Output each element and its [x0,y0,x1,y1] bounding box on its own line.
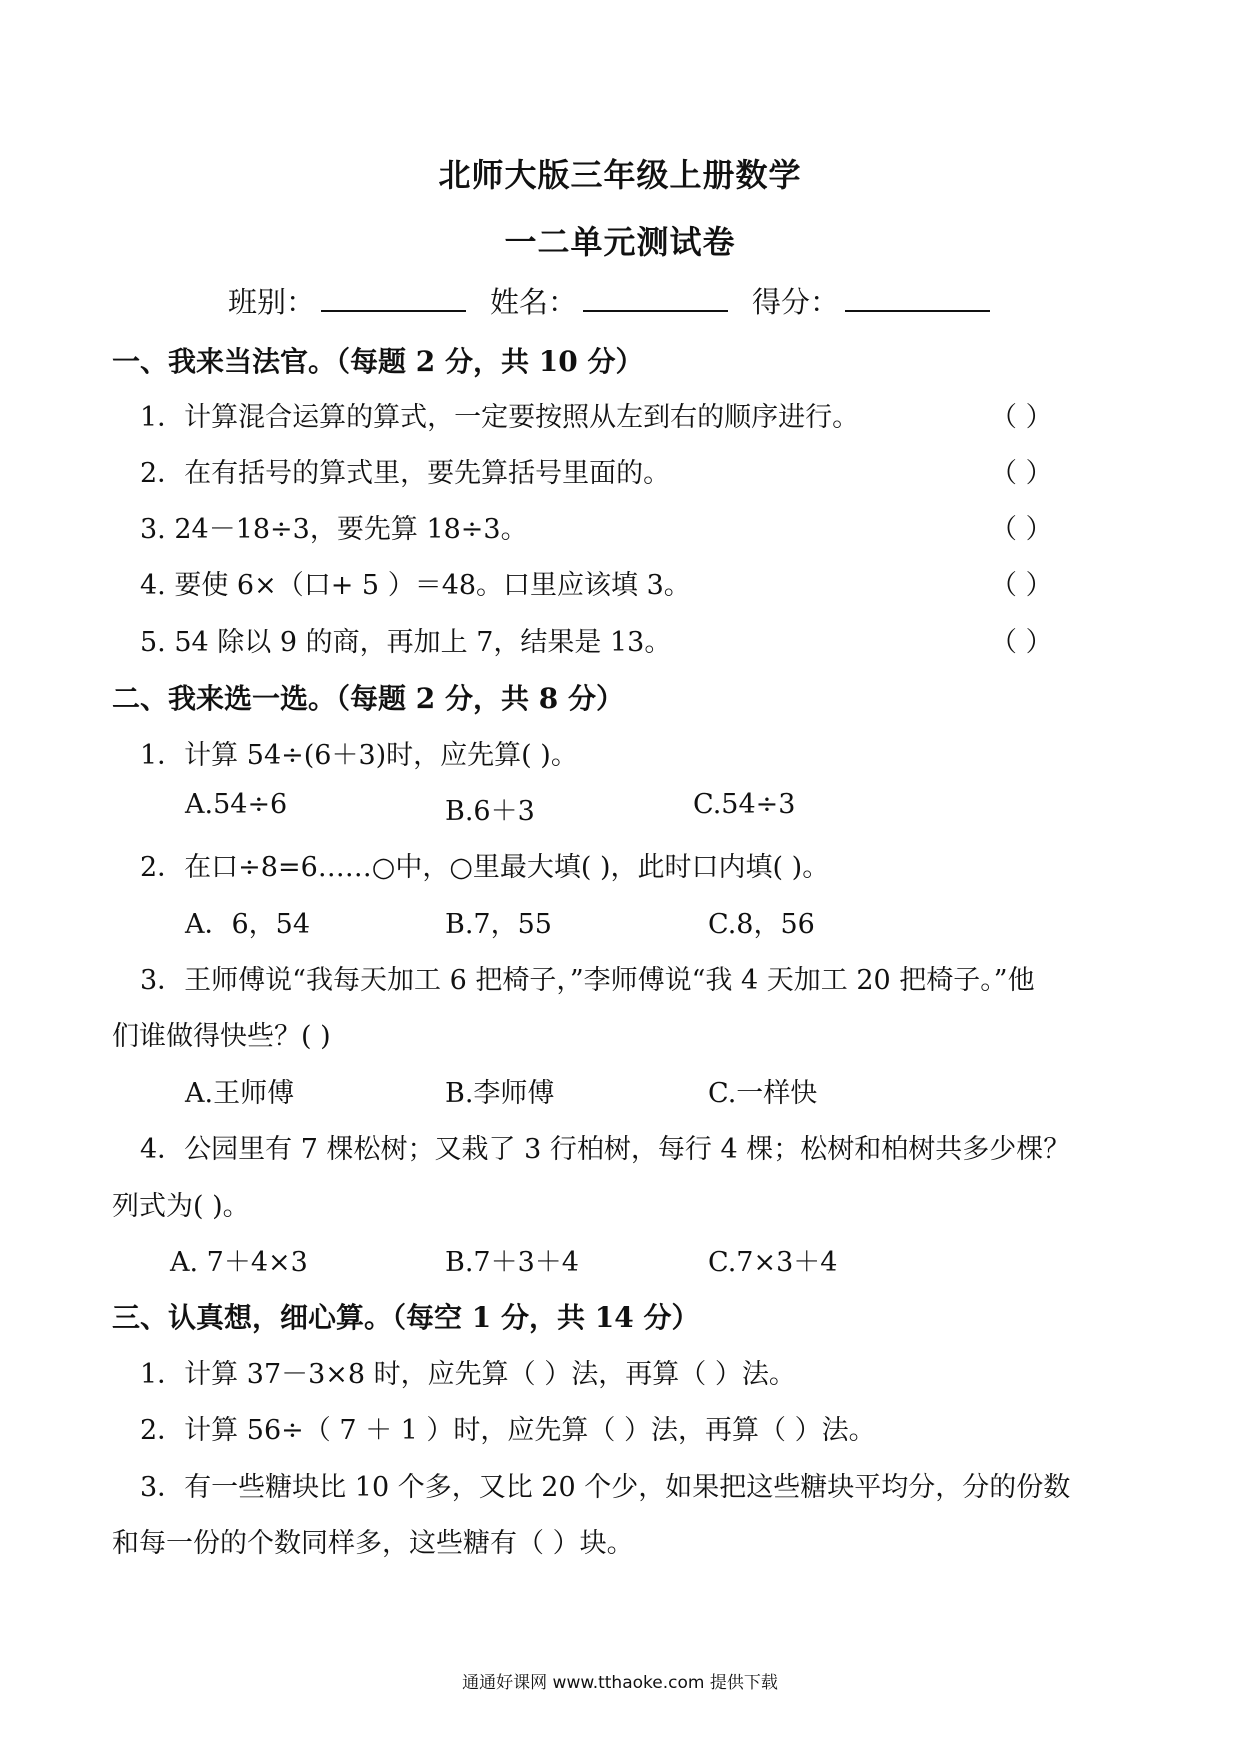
s2-q3-line2: 们谁做得快些？( ) [112,1021,331,1052]
footer-credit: 通通好课网 www.tthaoke.com 提供下载 [462,1673,778,1693]
section1-heading: 一、我来当法官。（每题 2 分，共 10 分） [112,345,644,378]
s1-answer-2[interactable]: （ ） [990,458,1053,489]
s2-q3-option-c[interactable]: C.一样快 [708,1078,818,1109]
s2-q4-option-a[interactable]: A. 7＋4×3 [170,1247,308,1278]
name-field [490,280,728,321]
page-subtitle: 一二单元测试卷 [504,223,736,261]
s2-q1-option-b[interactable]: B.6＋3 [445,796,535,827]
score-label: 得分： [752,285,840,319]
s1-item-5: 5. 54 除以 9 的商，再加上 7，结果是 13。 [140,627,672,658]
s2-q2-option-b[interactable]: B.7，55 [445,909,552,940]
s2-q3-line1: 3．王师傅说“我每天加工 6 把椅子，”李师傅说“我 4 天加工 20 把椅子。”他 [140,965,1035,996]
s3-q3-line1: 3．有一些糖块比 10 个多，又比 20 个少，如果把这些糖块平均分，分的份数 [140,1472,1071,1503]
section3-heading: 三、认真想，细心算。（每空 1 分，共 14 分） [112,1301,700,1334]
s3-q2: 2．计算 56÷（ 7 ＋ 1 ）时，应先算（ ）法，再算（ ）法。 [140,1415,876,1446]
name-label: 姓名： [490,285,578,319]
class-field [228,280,466,321]
s1-item-3: 3. 24－18÷3，要先算 18÷3。 [140,514,528,545]
score-blank[interactable] [845,284,990,312]
s2-q4-option-c[interactable]: C.7×3＋4 [708,1247,838,1278]
s2-q3-option-b[interactable]: B.李师傅 [445,1078,555,1109]
page-title: 北师大版三年级上册数学 [438,156,802,194]
class-label: 班别： [228,285,316,319]
s2-q3-option-a[interactable]: A.王师傅 [185,1078,295,1109]
score-field [752,280,990,321]
s1-item-2: 2．在有括号的算式里，要先算括号里面的。 [140,458,671,489]
class-blank[interactable] [321,284,466,312]
section2-heading: 二、我来选一选。（每题 2 分，共 8 分） [112,682,624,715]
s2-q4-option-b[interactable]: B.7＋3＋4 [445,1247,579,1278]
s2-q2: 2．在口÷8=6……○中，○里最大填( )，此时口内填( )。 [140,852,830,883]
s1-item-1: 1．计算混合运算的算式，一定要按照从左到右的顺序进行。 [140,402,860,433]
s3-q3-line2: 和每一份的个数同样多，这些糖有（ ）块。 [112,1528,634,1559]
s2-q4-line1: 4．公园里有 7 棵松树；又栽了 3 行柏树，每行 4 棵；松树和柏树共多少棵？ [140,1134,1071,1165]
s1-answer-5[interactable]: （ ） [990,627,1053,658]
s1-answer-1[interactable]: （ ） [990,402,1053,433]
s2-q2-option-c[interactable]: C.8，56 [708,909,815,940]
s2-q1-option-c[interactable]: C.54÷3 [693,789,796,820]
name-blank[interactable] [583,284,728,312]
s1-item-4: 4. 要使 6×（口+ 5 ）＝48。口里应该填 3。 [140,570,691,601]
s2-q1: 1．计算 54÷(6＋3)时，应先算( )。 [140,740,578,771]
s3-q1: 1．计算 37－3×8 时，应先算（ ）法，再算（ ）法。 [140,1359,796,1390]
s2-q1-option-a[interactable]: A.54÷6 [185,789,288,820]
s1-answer-3[interactable]: （ ） [990,514,1053,545]
s2-q4-line2: 列式为( )。 [112,1191,250,1222]
s1-answer-4[interactable]: （ ） [990,570,1053,601]
s2-q2-option-a[interactable]: A．6，54 [185,909,311,940]
